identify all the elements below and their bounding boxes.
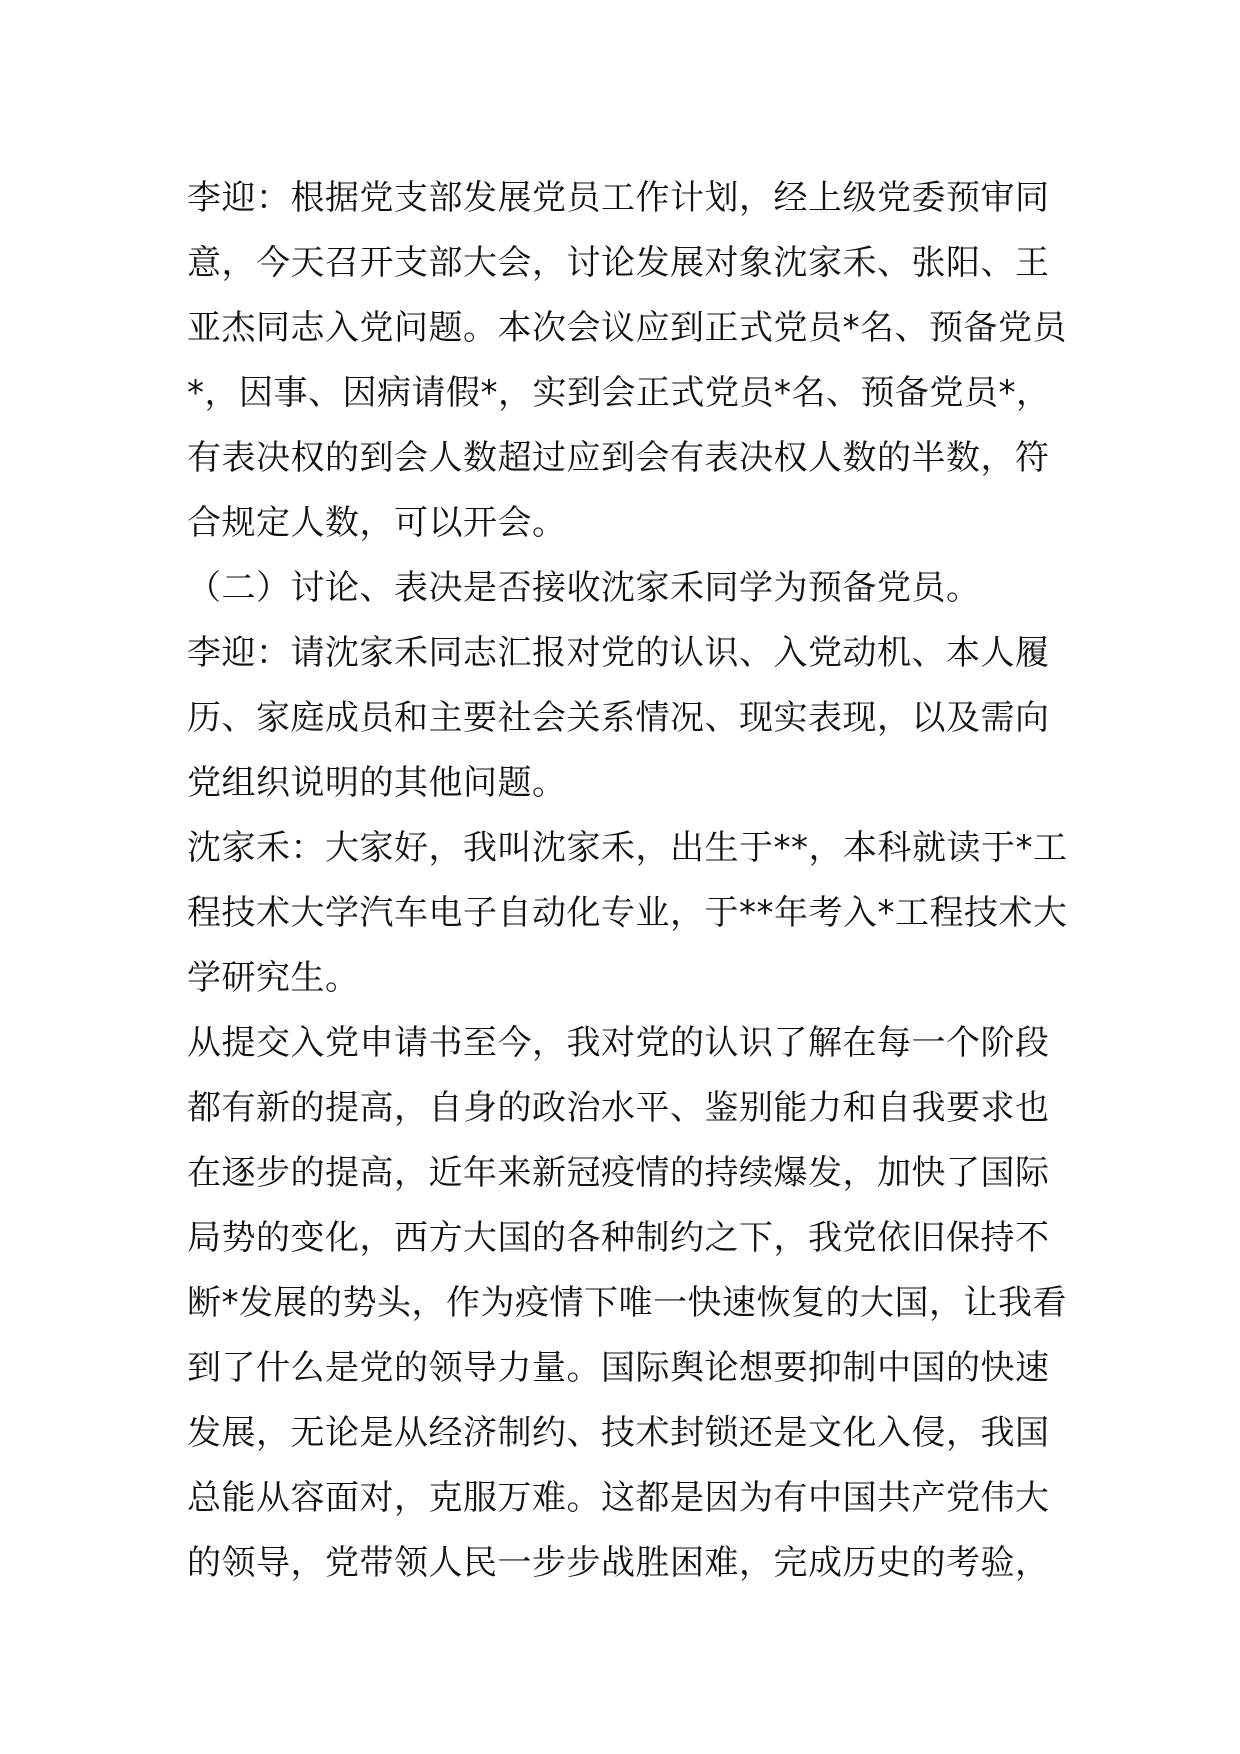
text-line: 学研究生。 [187, 958, 360, 998]
text-line: 意，今天召开支部大会，讨论发展对象沈家禾、张阳、王 [187, 243, 1050, 283]
text-line: 合规定人数，可以开会。 [187, 503, 567, 543]
document-body [187, 166, 1068, 1596]
section-heading: （二）讨论、表决是否接收沈家禾同学为预备党员。 [187, 568, 981, 608]
text-line: 李迎：请沈家禾同志汇报对党的认识、入党动机、本人履 [187, 633, 1050, 673]
text-line: 李迎：根据党支部发展党员工作计划，经上级党委预审同 [187, 178, 1050, 218]
text-line: 从提交入党申请书至今，我对党的认识了解在每一个阶段 [187, 1023, 1050, 1063]
text-line: 沈家禾：大家好，我叫沈家禾，出生于**，本科就读于*工 [187, 828, 1068, 868]
text-line: 历、家庭成员和主要社会关系情况、现实表现，以及需向 [187, 698, 1050, 738]
text-line: 程技术大学汽车电子自动化专业，于**年考入*工程技术大 [187, 893, 1068, 933]
text-line: 发展，无论是从经济制约、技术封锁还是文化入侵，我国 [187, 1413, 1050, 1453]
text-line: 到了什么是党的领导力量。国际舆论想要抑制中国的快速 [187, 1348, 1050, 1388]
text-line: 在逐步的提高，近年来新冠疫情的持续爆发，加快了国际 [187, 1153, 1050, 1193]
text-line: 亚杰同志入党问题。本次会议应到正式党员*名、预备党员 [187, 308, 1067, 348]
text-line: 局势的变化，西方大国的各种制约之下，我党依旧保持不 [187, 1218, 1050, 1258]
text-line: 都有新的提高，自身的政治水平、鉴别能力和自我要求也 [187, 1088, 1050, 1128]
text-line: 党组织说明的其他问题。 [187, 763, 567, 803]
text-line: 有表决权的到会人数超过应到会有表决权人数的半数，符 [187, 438, 1050, 478]
text-line: 断*发展的势头，作为疫情下唯一快速恢复的大国，让我看 [187, 1283, 1067, 1323]
text-line: *，因事、因病请假*，实到会正式党员*名、预备党员*， [187, 373, 1051, 413]
text-line: 的领导，党带领人民一步步战胜困难，完成历史的考验， [187, 1543, 1050, 1583]
text-line: 总能从容面对，克服万难。这都是因为有中国共产党伟大 [187, 1478, 1050, 1518]
